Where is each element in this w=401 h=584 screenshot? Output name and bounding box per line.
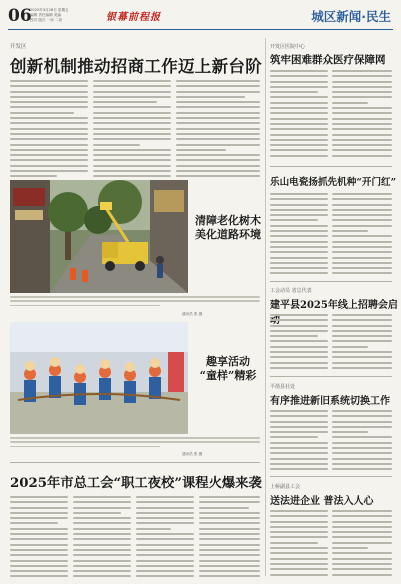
article-body-col3: [176, 80, 260, 177]
right-body-5b: [332, 510, 392, 578]
section-title: 城区新闻·民生: [311, 9, 391, 24]
right-headline-3: 建平县2025年线上招聘会启: [270, 300, 398, 311]
right-body-2a: [270, 193, 328, 277]
right-headline-4: 有序推进新旧系统切换工作: [270, 396, 390, 407]
photo2-credit: 通讯员 张 摄: [182, 452, 203, 456]
photo-title-line: 美化道路环境: [195, 228, 261, 241]
right-body-4a: [270, 410, 328, 472]
right-separator: [270, 281, 392, 282]
photo-title: [192, 214, 264, 242]
right-body-4b: [332, 410, 392, 472]
right-kicker-4: 平凿县社处: [270, 384, 296, 390]
page-number: 06: [8, 6, 32, 26]
column-divider: [265, 38, 266, 576]
right-kicker-3: 工会动员 省总代表: [270, 288, 312, 294]
bottom-body-col1: [10, 496, 68, 578]
photo-children-activity-image: [10, 322, 188, 434]
right-headline-2: 乐山电瓷扬抓先机种“开门红”: [270, 177, 397, 188]
article-headline: 创新机制推动招商工作迈上新台阶: [10, 57, 262, 76]
photo-street-crane: [10, 180, 188, 293]
bottom-headline: 2025年市总工会“职工夜校”课程火爆来袭: [10, 476, 262, 491]
photo-title-line: 清障老化树木: [195, 214, 261, 227]
right-separator: [270, 376, 392, 377]
right-separator: [270, 476, 392, 477]
photo-street-crane-image: [10, 180, 188, 293]
right-body-5a: [270, 510, 328, 578]
meta-line: 编辑 责任编辑 美编: [30, 13, 62, 17]
article-kicker: 开发区: [10, 44, 27, 50]
right-body-2b: [332, 193, 392, 277]
right-headline-1: 筑牢困难群众医疗保障网: [270, 54, 386, 66]
bottom-body-col4: [199, 496, 260, 578]
right-body-3a: [270, 314, 328, 372]
issue-meta: [30, 8, 90, 23]
photo-credit: 通讯员 张 摄: [182, 312, 203, 316]
meta-line: 校对 版式 一读 二读: [30, 18, 63, 22]
photo2-title-line: “童样”精彩: [199, 369, 257, 382]
right-kicker-5: 上桥副县工会: [270, 484, 301, 490]
right-kicker-1: 开发区医院中心: [270, 44, 306, 50]
right-separator: [270, 166, 392, 167]
bottom-body-col3: [136, 496, 194, 578]
photo-children-activity: [10, 322, 188, 434]
section-separator: [10, 462, 260, 463]
right-body-1b: [332, 70, 392, 158]
photo2-title-line: 趣享活动: [206, 355, 250, 368]
meta-line: 2025年3月28日 星期五: [30, 8, 69, 12]
header-rule: [8, 29, 393, 30]
bottom-body-col2: [73, 496, 131, 578]
photo2-caption: [10, 437, 260, 451]
photo2-title: [192, 355, 264, 383]
masthead-logo: 银幕前程报: [106, 12, 161, 23]
right-body-1a: [270, 70, 328, 158]
article-body-col2: [93, 80, 171, 177]
photo-caption: [10, 296, 260, 310]
right-body-3b: [332, 314, 392, 372]
right-headline-5: 送法进企业 普法入人心: [270, 496, 374, 507]
article-body-col1: [10, 80, 88, 177]
page-header: [8, 6, 393, 28]
